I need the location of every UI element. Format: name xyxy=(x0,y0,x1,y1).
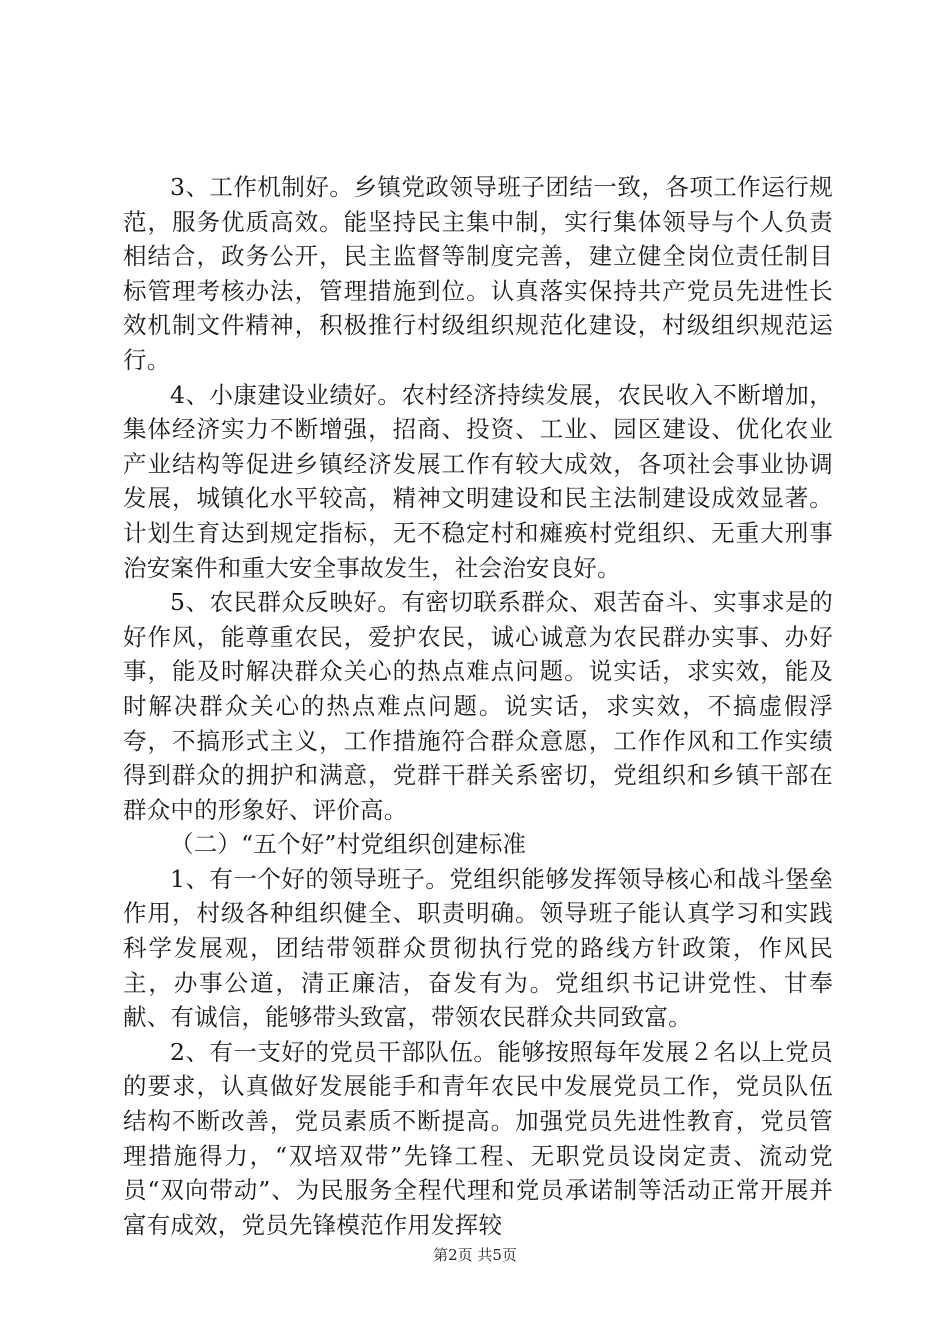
page-number-footer: 第2页 共5页 xyxy=(433,1246,517,1264)
paragraph-work-mechanism: 3、工作机制好。乡镇党政领导班子团结一致，各项工作运行规范，服务优质高效。能坚持民主集中制，实行集体领导与个人负责相结合，政务公开，民主监督等制度完善，建立健全岗位责任制目标管理考核办法，管理措施到位。认真落实保持共产党员先进性长效机制文件精神，积极推行村级组织规范化建设，村级组织规范运行。 xyxy=(123,173,833,374)
document-body xyxy=(123,170,833,1242)
section-heading-five-goods-standard: （二）“五个好”村党组织创建标准 xyxy=(170,830,527,859)
paragraph-farmer-feedback: 5、农民群众反映好。有密切联系群众、艰苦奋斗、实事求是的好作风，能尊重农民，爱护农民，诚心诚意为农民群办实事、办好事，能及时解决群众关心的热点难点问题。说实话，求实效，能及时解决群众关心的热点难点问题。说实话，求实效，不搞虚假浮夸，不搞形式主义，工作措施符合群众意愿，工作作风和工作实绩得到群众的拥护和满意，党群干群关系密切，党组织和乡镇干部在群众中的形象好、评价高。 xyxy=(123,588,833,824)
paragraph-xiaokang-construction: 4、小康建设业绩好。农村经济持续发展，农民收入不断增加，集体经济实力不断增强，招商、投资、工业、园区建设、优化农业产业结构等促进乡镇经济发展工作有较大成效，各项社会事业协调发展，城镇化水平较高，精神文明建设和民主法制建设成效显著。计划生育达到规定指标，无不稳定村和瘫痪村党组织、无重大刑事治安案件和重大安全事故发生，社会治安良好。 xyxy=(123,380,833,582)
paragraph-leadership-team: 1、有一个好的领导班子。党组织能够发挥领导核心和战斗堡垒作用，村级各种组织健全、职责明确。领导班子能认真学习和实践科学发展观，团结带领群众贯彻执行党的路线方针政策，作风民主，办事公道，清正廉洁，奋发有为。党组织书记讲党性、甘奉献、有诚信，能够带头致富，带领农民群众共同致富。 xyxy=(123,864,833,1032)
paragraph-party-cadre-team: 2、有一支好的党员干部队伍。能够按照每年发展２名以上党员的要求，认真做好发展能手和青年农民中发展党员工作，党员队伍结构不断改善，党员素质不断提高。加强党员先进性教育，党员管理措施得力，“双培双带”先锋工程、无职党员设岗定责、流动党员“双向带动”、为民服务全程代理和党员承诺制等活动正常开展并富有成效，党员先锋模范作用发挥较 xyxy=(123,1037,833,1239)
